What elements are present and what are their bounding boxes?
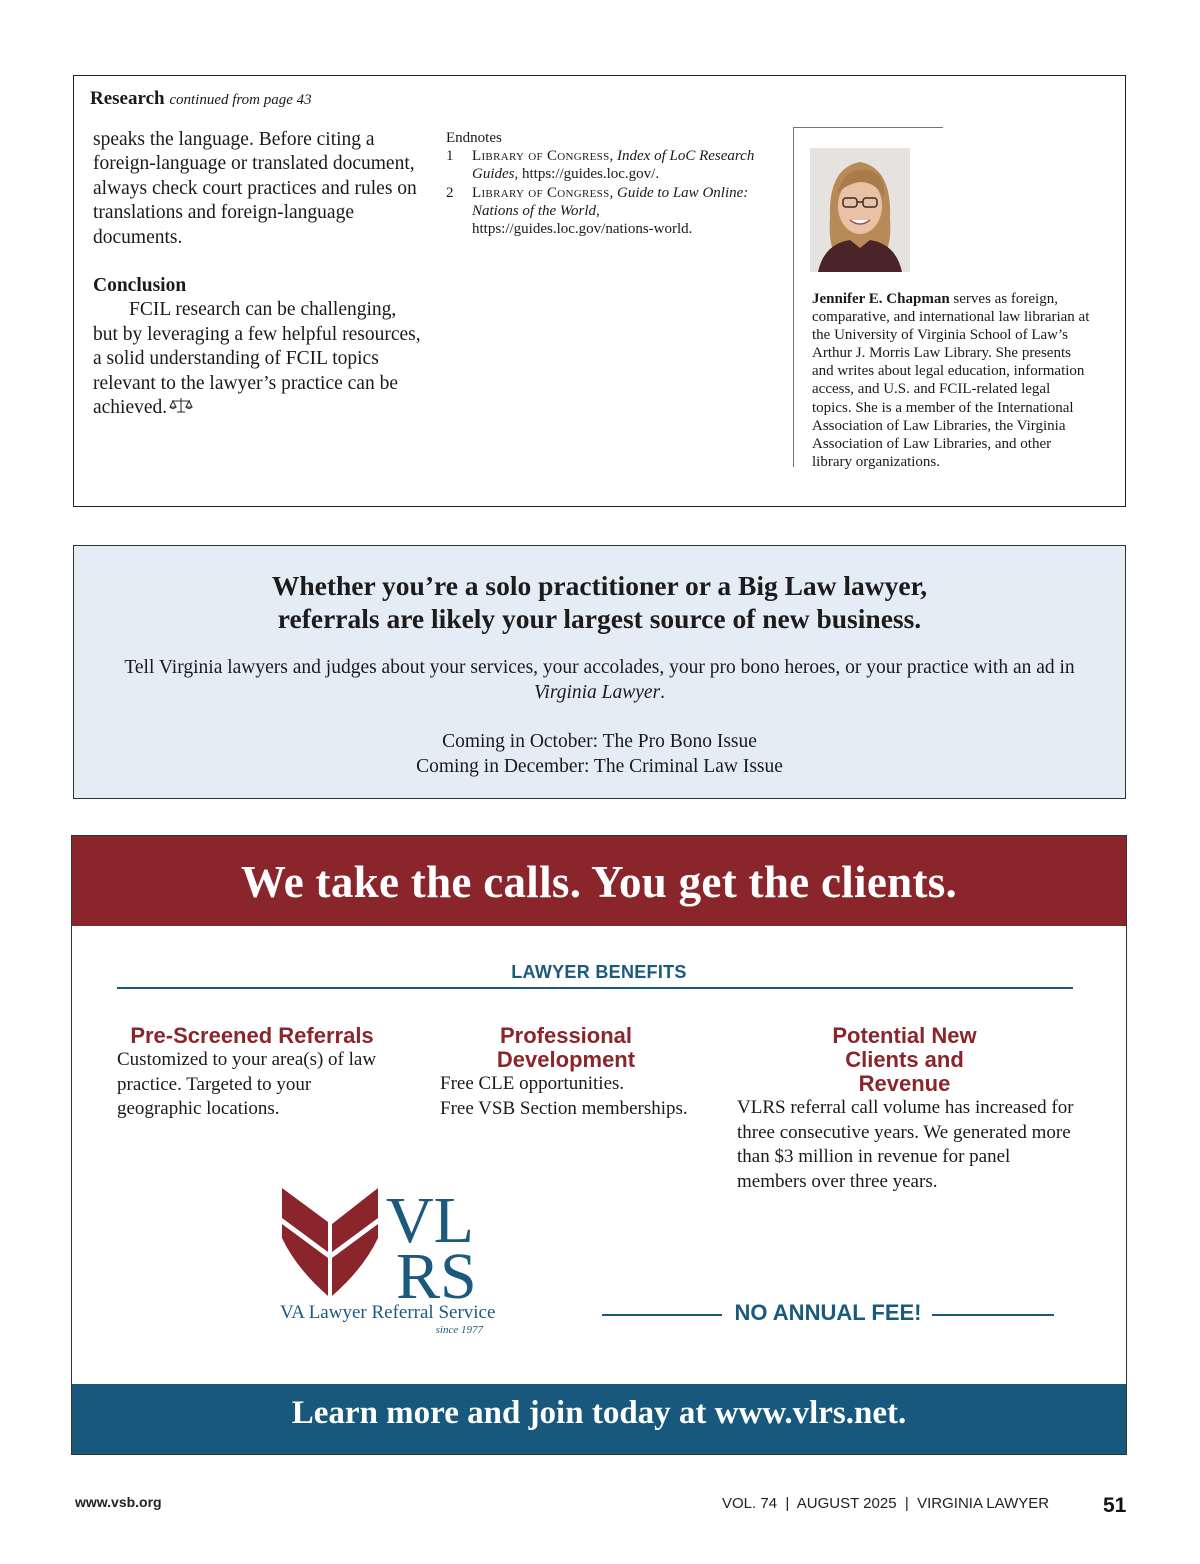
- advertise-headline-line: Whether you’re a solo practitioner or a Big Law lawyer,: [271, 570, 928, 601]
- endnote-number: 1: [446, 148, 454, 165]
- vlrs-ad: [71, 835, 1127, 1455]
- advertise-box: [73, 545, 1126, 799]
- author-photo: [810, 148, 910, 272]
- heart-shield-icon: [280, 1186, 485, 1301]
- no-fee-text: NO ANNUAL FEE!: [734, 1300, 922, 1325]
- benefits-title: LAWYER BENEFITS: [511, 962, 687, 982]
- benefit-professional-development: [440, 1024, 710, 1121]
- no-fee-rule: [932, 1314, 1054, 1316]
- endnote-item: [446, 184, 766, 239]
- article-column: [93, 128, 423, 420]
- endnote-title: Guide to Law Online: Nations of the World: [472, 184, 749, 219]
- upcoming-issue: Coming in October: The Pro Bono Issue: [442, 731, 757, 752]
- vlrs-cta-bar: [72, 1384, 1126, 1454]
- benefit-text: Customized to your area(s) of law practice. Targeted to your geographic locations.: [117, 1049, 377, 1119]
- benefit-new-clients: [737, 1024, 1082, 1194]
- author-bio: [812, 290, 1092, 471]
- logo-letters-vl: VL: [386, 1186, 474, 1257]
- page-number: 51: [1103, 1494, 1127, 1517]
- continued-note: continued from page 43: [169, 92, 312, 108]
- endnote-text: Library of Congress, Index of LoC Research Guides, https://guides.loc.gov/.: [472, 148, 755, 183]
- vlrs-cta-link[interactable]: Learn more and join today at www.vlrs.net.: [291, 1395, 907, 1431]
- benefit-text-line: Free VSB Section memberships.: [440, 1097, 688, 1119]
- endnote-item: [446, 147, 766, 183]
- benefit-pre-screened: [117, 1024, 387, 1122]
- vlrs-headline: We take the calls. You get the clients.: [240, 857, 958, 907]
- bio-divider: [793, 127, 943, 128]
- endnote-author: Library of Congress: [472, 148, 610, 165]
- benefit-text-line: Free CLE opportunities.: [440, 1073, 625, 1094]
- endnote-title: Index of LoC Research Guides: [472, 148, 755, 183]
- benefits-divider: [117, 987, 1073, 989]
- conclusion-text: FCIL research can be challenging, but by leveraging a few helpful resources, a solid understanding of FCIL topics relevant to the lawyer’s practice can be achieved.: [93, 299, 421, 419]
- benefit-title: Potential New Clients and Revenue: [832, 1023, 977, 1096]
- bio-divider: [793, 127, 794, 467]
- benefit-title: Professional Development: [496, 1023, 636, 1072]
- endnotes-heading: Endnotes: [446, 130, 502, 146]
- research-continued-heading: [90, 88, 312, 110]
- conclusion-heading: Conclusion: [93, 275, 187, 297]
- endnote-text: Library of Congress, Guide to Law Online: Nations of the World, https://guides.loc.gov/nations-world.: [472, 184, 749, 238]
- scales-of-justice-icon: [169, 397, 193, 413]
- logo-letters-rs: RS: [396, 1240, 477, 1301]
- advertise-body-text: Tell Virginia lawyers and judges about your services, your accolades, your pro bono heroes, or your practice with an ad in: [124, 657, 1075, 678]
- endnote-url[interactable]: , https://guides.loc.gov/nations-world.: [472, 202, 693, 238]
- logo-since: since 1977: [435, 1324, 483, 1336]
- footer-issue-info: VOL. 74 | AUGUST 2025 | VIRGINIA LAWYER: [722, 1495, 1050, 1512]
- logo-service-name: VA Lawyer Referral Service: [280, 1302, 496, 1323]
- advertise-body: Tell Virginia lawyers and judges about your services, your accolades, your pro bono heroes, or your practice with an ad in Virginia Lawyer.: [124, 657, 1075, 703]
- benefit-title: Pre-Screened Referrals: [130, 1023, 374, 1048]
- footer-url[interactable]: www.vsb.org: [75, 1494, 162, 1510]
- publication-name: Virginia Lawyer: [533, 682, 661, 703]
- author-name: Jennifer E. Chapman: [812, 291, 950, 307]
- endnote-url[interactable]: , https://guides.loc.gov/.: [514, 166, 660, 183]
- vlrs-banner: [72, 836, 1126, 926]
- endnote-author: Library of Congress: [472, 184, 610, 201]
- advertise-headline-line: referrals are likely your largest source of new business.: [277, 603, 922, 634]
- conclusion-paragraph: [93, 298, 423, 420]
- research-box: [73, 75, 1126, 507]
- benefit-text: VLRS referral call volume has increased for three consecutive years. We generated more than $3 million in revenue for panel members over three years.: [737, 1097, 1074, 1192]
- no-annual-fee: [602, 1298, 1057, 1328]
- author-bio-text: serves as foreign, comparative, and international law librarian at the University of Virginia School of Law’s Arthur J. Morris Law Library. She presents and writes about legal education, information access, and U.S. and FCIL-related legal topics. She is a member of the International Association of Law Libraries, the Virginia Association of Law Libraries, and other library organizations.: [812, 291, 1090, 470]
- no-fee-rule: [602, 1314, 722, 1316]
- upcoming-issues: [74, 729, 1125, 779]
- upcoming-issue: Coming in December: The Criminal Law Issue: [416, 756, 783, 777]
- article-paragraph: speaks the language. Before citing a foreign-language or translated document, always check court practices and rules on translations and foreign-language documents.: [93, 129, 417, 248]
- endnotes: [446, 129, 766, 238]
- advertise-headline: [74, 569, 1125, 635]
- section-title: Research: [90, 88, 165, 109]
- vlrs-logo: [280, 1186, 496, 1338]
- endnote-number: 2: [446, 184, 454, 201]
